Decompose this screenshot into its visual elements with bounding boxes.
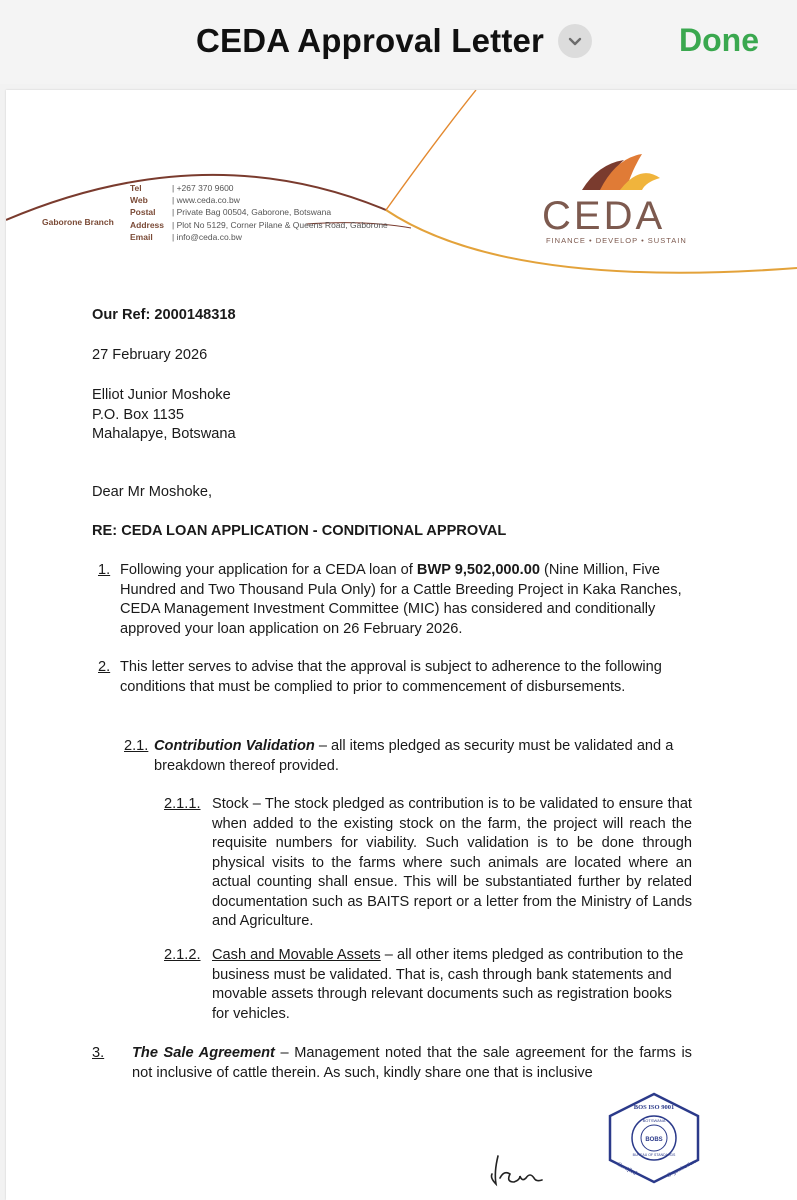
recipient-line: P.O. Box 1135	[92, 406, 184, 423]
seal-center-text: BOBS	[645, 1137, 663, 1143]
bobs-seal-icon	[604, 1092, 704, 1184]
paragraph-text: Following your application for a CEDA loan of BWP 9,502,000.00 (Nine Million, Five Hundred and Two Thousand Pula Only) for a Cattle Breeding Project in Kaka Ranches, CEDA Management Investment Committee (MIC) has considered and conditionally approved your loan application on 26 February 2026.	[120, 562, 682, 637]
paragraph-text: Cash and Movable Assets – all other items pledged as contribution to the business must be validated. That is, cash through bank statements and movable assets through relevant documents such as registration books for vehicles.	[212, 947, 684, 1022]
section-title: Contribution Validation	[154, 738, 315, 754]
recipient-address	[92, 386, 696, 445]
section-title: The Sale Agreement	[132, 1045, 275, 1061]
seal-left-text: Certified	[615, 1161, 638, 1177]
section-title: Cash and Movable Assets	[212, 947, 381, 963]
paragraph-text: This letter serves to advise that the approval is subject to adherence to the following conditions that must be complied to prior to commencement of disbursements.	[120, 659, 662, 695]
contact-row: Email | info@ceda.co.bw	[130, 231, 242, 242]
contact-row: Web | www.ceda.co.bw	[130, 195, 240, 206]
document-title-menu[interactable]	[196, 18, 592, 64]
paragraph-number: 3.	[92, 1045, 105, 1061]
contact-row: Tel | +267 370 9600	[130, 183, 234, 193]
brand-tagline: FINANCE • DEVELOP • SUSTAIN	[546, 236, 687, 245]
paragraph-number: 2.1.	[124, 738, 149, 754]
paragraph-number: 2.	[98, 659, 111, 675]
letter-page	[6, 90, 797, 1200]
brand-name: CEDA	[542, 194, 666, 238]
letterhead-curves	[6, 90, 797, 310]
seal-ring-top-text: BOTSWANA	[642, 1118, 666, 1123]
loan-amount: BWP 9,502,000.00	[416, 562, 540, 578]
seal-right-text: Organisation	[666, 1159, 697, 1180]
paragraph-text: Contribution Validation – all items pledged as security must be validated and a breakdown thereof provided.	[154, 738, 674, 774]
recipient-line: Elliot Junior Moshoke	[92, 387, 231, 403]
paragraph-number: 2.1.1.	[164, 796, 201, 812]
seal-ring-text: BUREAU OF STANDARDS	[632, 1153, 676, 1157]
recipient-line: Mahalapye, Botswana	[92, 426, 236, 442]
reference-number: Our Ref: 2000148318	[92, 307, 236, 323]
ceda-logo-icon	[580, 150, 662, 194]
branch-name: Gaborone Branch	[42, 217, 114, 227]
paragraph-number: 2.1.2.	[164, 947, 201, 963]
done-button[interactable]: Done	[679, 22, 759, 58]
letter-subject: RE: CEDA LOAN APPLICATION - CONDITIONAL APPROVAL	[92, 523, 507, 539]
signature-initials	[486, 1152, 556, 1192]
salutation: Dear Mr Moshoke,	[92, 484, 213, 500]
chevron-down-icon[interactable]	[558, 24, 592, 58]
paragraph-number: 1.	[98, 562, 111, 578]
contact-row: Postal | Private Bag 00504, Gaborone, Botswana	[130, 207, 332, 218]
contact-row: Address | Plot No 5129, Corner Pilane & Queens Road, Gaborone	[130, 219, 388, 230]
viewer-header	[0, 0, 797, 84]
contact-block	[130, 182, 388, 243]
document-title: CEDA Approval Letter	[196, 22, 545, 59]
paragraph-text: Stock – The stock pledged as contribution is to be validated to ensure that when added to the existing stock on the farm, the project will reach the requisite numbers for viability. Such validation is to be done through physical visits to the farms where such animals are located where an actual counting shall ensue. This will be substantiated further by related documentation such as BAITS report or a letter from the Ministry of Lands and Agriculture.	[212, 796, 692, 929]
letter-date: 27 February 2026	[92, 347, 208, 363]
seal-top-text: BOS ISO 9001	[633, 1104, 675, 1111]
paragraph-text: The Sale Agreement – Management noted that the sale agreement for the farms is not inclusive of cattle therein. As such, kindly share one that is inclusive	[132, 1045, 692, 1081]
